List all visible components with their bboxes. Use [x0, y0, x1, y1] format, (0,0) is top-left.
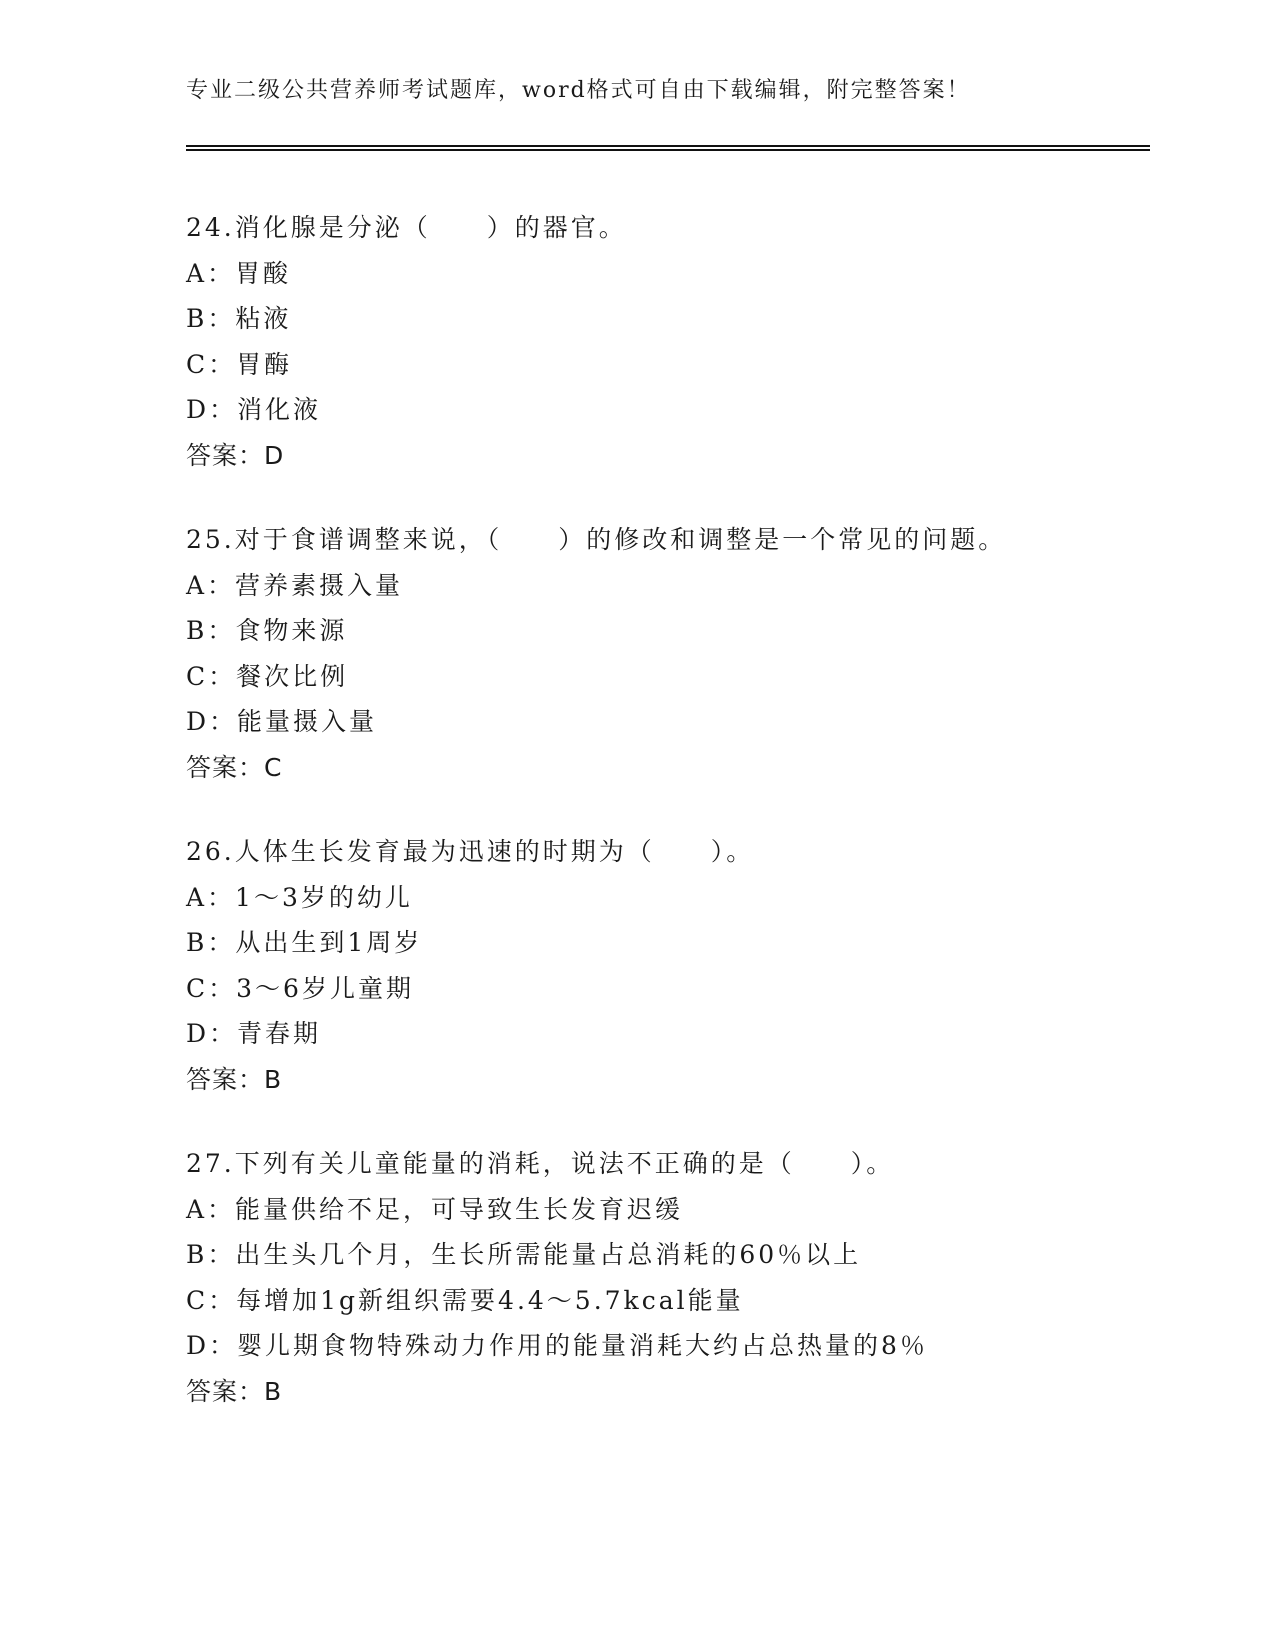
- option-a: A：1～3岁的幼儿: [186, 882, 413, 912]
- question-stem: 24.消化腺是分泌（ ）的器官。: [186, 213, 627, 242]
- page-header: 专业二级公共营养师考试题库，word格式可自由下载编辑，附完整答案！: [186, 78, 971, 103]
- answer-line: 答案：D: [186, 440, 285, 470]
- answer-line: 答案：B: [186, 1376, 283, 1406]
- option-d: D：婴儿期食物特殊动力作用的能量消耗大约占总热量的8％: [186, 1331, 928, 1360]
- question-list: [186, 205, 1150, 1453]
- option-c: C：3～6岁儿童期: [186, 973, 414, 1003]
- question-25: [186, 517, 1150, 790]
- question-27: [186, 1141, 1150, 1414]
- option-a: A：营养素摄入量: [186, 570, 404, 600]
- option-d: D：能量摄入量: [186, 707, 378, 736]
- option-c: C：每增加1g新组织需要4.4～5.7kcal能量: [186, 1285, 744, 1315]
- question-24: [186, 205, 1150, 478]
- option-d: D：青春期: [186, 1019, 322, 1048]
- answer-line: 答案：C: [186, 752, 283, 782]
- header-divider: [186, 145, 1150, 151]
- question-stem: 26.人体生长发育最为迅速的时期为（ ）。: [186, 837, 755, 866]
- option-b: B：粘液: [186, 304, 292, 333]
- question-stem: 25.对于食谱调整来说，（ ）的修改和调整是一个常见的问题。: [186, 525, 1007, 554]
- option-c: C：餐次比例: [186, 661, 349, 691]
- option-b: B：从出生到1周岁: [186, 928, 423, 957]
- option-a: A：胃酸: [186, 258, 292, 288]
- question-stem: 27.下列有关儿童能量的消耗，说法不正确的是（ ）。: [186, 1149, 895, 1178]
- option-b: B：出生头几个月，生长所需能量占总消耗的60％以上: [186, 1240, 862, 1269]
- option-a: A：能量供给不足，可导致生长发育迟缓: [186, 1194, 684, 1224]
- option-b: B：食物来源: [186, 616, 348, 645]
- option-c: C：胃酶: [186, 349, 293, 379]
- option-d: D：消化液: [186, 395, 322, 424]
- question-26: [186, 829, 1150, 1102]
- answer-line: 答案：B: [186, 1064, 283, 1094]
